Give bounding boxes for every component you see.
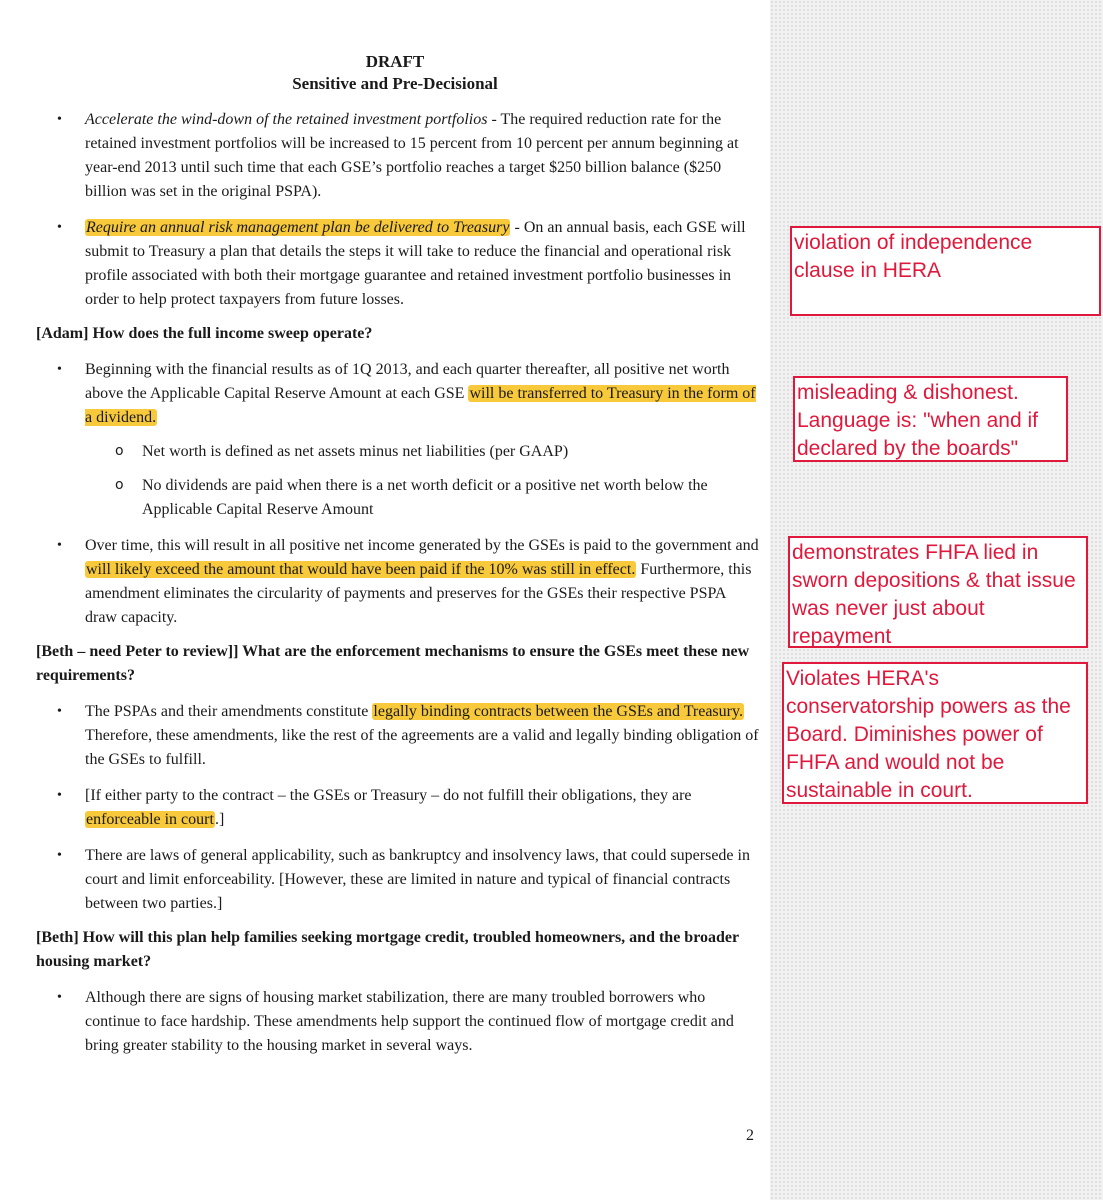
bullet-text: The PSPAs and their amendments constitute — [85, 703, 373, 720]
sub-bullet-net-worth: o Net worth is defined as net assets minus net liabilities (per GAAP) — [142, 440, 762, 464]
question-enforcement: [Beth – need Peter to review]] What are the enforcement mechanisms to ensure the GSEs meet these new requirements? — [36, 643, 750, 684]
annotation-fhfa-lied: demonstrates FHFA lied in sworn depositions & that issue was never just about repayment — [788, 536, 1088, 648]
annotation-hera-powers: Violates HERA's conservatorship powers as the Board. Diminishes power of FHFA and would not be sustainable in court. — [782, 662, 1088, 804]
bullet-enforceable — [85, 784, 761, 832]
highlighted-text: legally binding contracts between the GSEs and Treasury. — [373, 703, 743, 720]
bullet-heading: Accelerate the wind-down of the retained investment portfolios — [85, 111, 488, 128]
bullet-legally-binding — [85, 700, 761, 772]
question-income-sweep: [Adam] How does the full income sweep operate? — [36, 325, 373, 342]
bullet-text: Therefore, these amendments, like the rest of the agreements are a valid and legally binding obligation of the GSEs to fulfill. — [85, 727, 759, 768]
page-number: 2 — [746, 1127, 754, 1144]
draft-subtitle: Sensitive and Pre-Decisional — [292, 74, 498, 93]
bullet-text: Beginning with the financial results as of 1Q 2013, and each quarter thereafter, all positive net worth above the Applicable Capital Reserve Amount at each GSE — [85, 361, 730, 402]
highlighted-text: enforceable in court — [86, 811, 214, 828]
annotation-independence-clause: violation of independence clause in HERA — [790, 226, 1101, 316]
draft-title: DRAFT — [365, 52, 425, 71]
highlighted-text: Require an annual risk management plan be delivered to Treasury — [86, 219, 510, 236]
bullet-text: - The required reduction rate for the retained investment portfolios will be increased to 15 percent from 10 percent per annum beginning at year-end 2013 until such time that each GSE’s portfolio reaches a target $250 billion balance ($250 billion was set in the original PSPA). — [85, 111, 739, 200]
sub-bullet-no-dividends: o No dividends are paid when there is a net worth deficit or a positive net worth below the Applicable Capital Reserve Amount — [142, 474, 762, 522]
bullet-income-sweep — [85, 358, 761, 430]
annotation-misleading: misleading & dishonest. Language is: "when and if declared by the boards" — [793, 376, 1068, 462]
highlighted-text: will likely exceed the amount that would have been paid if the 10% was still in effect. — [86, 561, 636, 578]
bullet-text: .] — [214, 811, 225, 828]
question-housing-market: [Beth] How will this plan help families seeking mortgage credit, troubled homeowners, and the broader housing market? — [36, 929, 739, 970]
bullet-risk-plan — [85, 216, 761, 312]
bullet-general-laws: • There are laws of general applicability, such as bankruptcy and insolvency laws, that could supersede in court and limit enforceability. [However, these are limited in nature and typical of financial contracts between two parties.] — [85, 844, 761, 916]
highlighted-text: will be transferred to Treasury in the form of a dividend. — [85, 385, 756, 426]
bullet-text: Over time, this will result in all positive net income generated by the GSEs is paid to the government and — [85, 537, 759, 554]
bullet-text: - On an annual basis, each GSE will submit to Treasury a plan that details the steps it will take to reduce the financial and operational risk profile associated with both their mortgage guarantee and retained investment portfolio businesses in order to help protect taxpayers from future losses. — [85, 219, 746, 308]
bullet-text: [If either party to the contract – the GSEs or Treasury – do not fulfill their obligations, they are — [85, 787, 692, 804]
bullet-text: Furthermore, this amendment eliminates the circularity of payments and preserves for the GSEs their respective PSPA draw capacity. — [85, 561, 752, 626]
bullet-portfolio-wind-down — [85, 108, 761, 204]
bullet-housing-stabilization: • Although there are signs of housing market stabilization, there are many troubled borrowers who continue to face hardship. These amendments help support the continued flow of mortgage credit and bring greater stability to the housing market in several ways. — [85, 986, 761, 1058]
bullet-over-time — [85, 534, 761, 630]
